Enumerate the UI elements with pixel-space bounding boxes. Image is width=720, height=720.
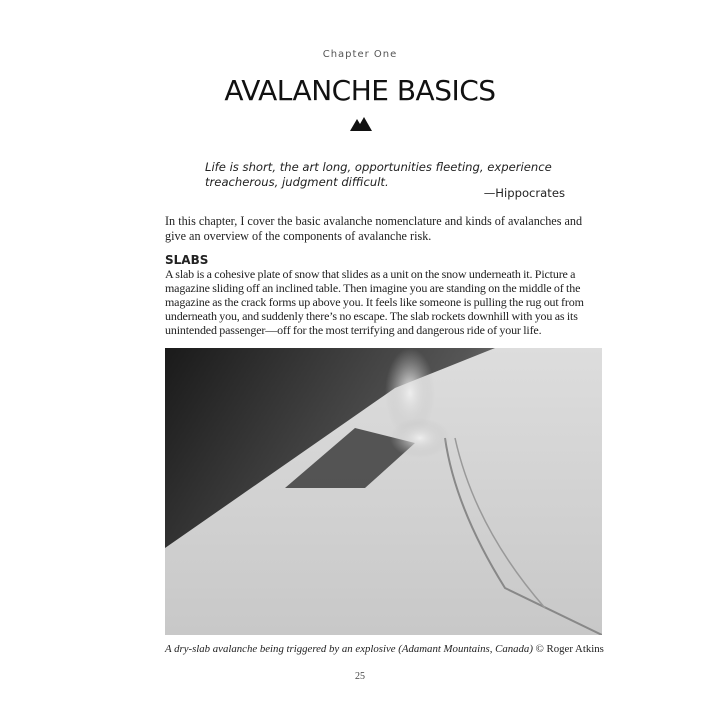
page-number: 25 [355, 671, 365, 682]
section-paragraph: A slab is a cohesive plate of snow that slides as a unit on the snow underneath it. Picture a magazine sliding off an inclined table. Then imagine you are standing on the middle of the magazine as the crack forms up above you. It feels like someone is pulling the rug out from underneath you, and suddenly there’s no escape. The slab rockets downhill with you as its unintended passenger—off for the most terrifying and dangerous ride of your life. [165, 267, 584, 337]
chapter-label: Chapter One [322, 49, 398, 60]
photo-credit: © Roger Atkins [535, 643, 604, 655]
figure-caption [165, 643, 604, 655]
chapter-title: AVALANCHE BASICS [224, 74, 496, 107]
intro-paragraph: In this chapter, I cover the basic avalanche nomenclature and kinds of avalanches and give an overview of the components of avalanche risk. [165, 214, 583, 243]
avalanche-photo [165, 348, 602, 635]
mountains-icon [350, 117, 372, 131]
epigraph-text: Life is short, the art long, opportunities fleeting, experience treacherous, judgment difficult. [205, 160, 552, 189]
section-heading: SLABS [165, 253, 209, 267]
caption-text: A dry-slab avalanche being triggered by an explosive (Adamant Mountains, Canada) [165, 643, 533, 655]
epigraph-attribution: —Hippocrates [483, 186, 565, 200]
